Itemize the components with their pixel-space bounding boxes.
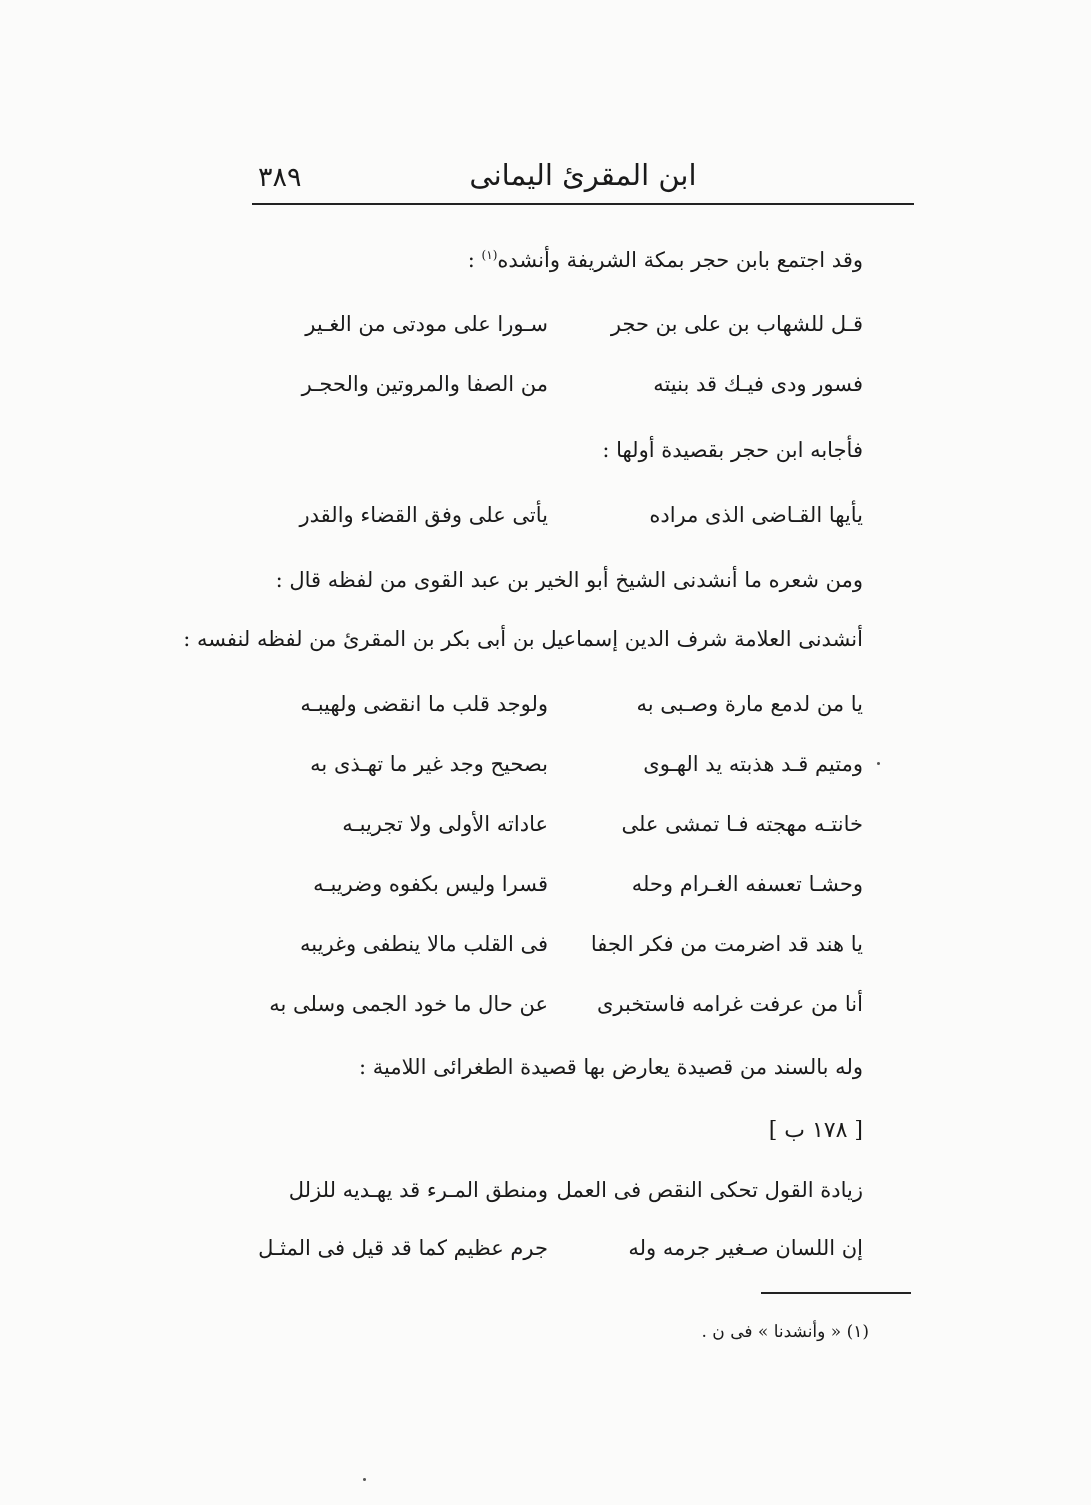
verse-11-second-hemistich: جرم عظيم كما قد قيل فى المثـل [258,1236,548,1260]
paragraph-5: وله بالسند من قصيدة يعارض بها قصيدة الطغرائى اللامية : [359,1055,863,1079]
ink-speck [363,1478,366,1481]
verse-7-first-hemistich: وحشـا تعسفه الغـرام وحله [631,872,863,896]
verse-9-first-hemistich: أنا من عرفت غرامه فاستخبرى [597,992,863,1016]
verse-9-second-hemistich: عن حال ما خود الجمى وسلى به [269,992,548,1016]
verse-3-first-hemistich: يأيها القـاضى الذى مراده [649,503,863,527]
verse-3-second-hemistich: يأتى على وفق القضاء والقدر [299,503,548,527]
verse-10-second-hemistich: ومنطق المـرء قد يهـديه للزلل [288,1178,548,1202]
header-rule [252,203,914,205]
verse-2-second-hemistich: من الصفا والمروتين والحجـر [301,372,548,396]
verse-11-first-hemistich: إن اللسان صـغير جرمه وله [628,1236,863,1260]
page-header [252,158,914,202]
verse-6-first-hemistich: خانتـه مهجته فـا تمشى على [621,812,863,836]
verse-2-first-hemistich: فسور ودى فيـك قد بنيته [653,372,863,396]
verse-4-first-hemistich: يا من لدمع مارة وصـبى به [636,692,863,716]
paragraph-2: فأجابه ابن حجر بقصيدة أولها : [602,438,863,462]
paragraph-1-text: وقد اجتمع بابن حجر بمكة الشريفة وأنشده [497,248,863,272]
paragraph-1 [468,248,863,272]
paragraph-1-tail: : [467,248,482,272]
footnote-rule [761,1292,911,1294]
verse-8-second-hemistich: فى القلب مالا ينطفى وغريبه [300,932,548,956]
verse-5-first-hemistich: ومتيم قـد هذبته يد الهـوى [643,752,863,776]
ink-speck [877,762,880,765]
verse-6-second-hemistich: عاداته الأولى ولا تجريبـه [342,812,548,836]
verse-7-second-hemistich: قسرا وليس بكفوه وضريبـه [313,872,548,896]
verse-10-first-hemistich: زيادة القول تحكى النقص فى العمل [556,1178,863,1202]
verse-1-first-hemistich: قـل للشهاب بن على بن حجر [610,312,863,336]
running-title: ابن المقرئ اليمانى [469,158,697,192]
verse-8-first-hemistich: يا هند قد اضرمت من فكر الجفا [590,932,863,956]
folio-marker: [ ١٧٨ ب ] [768,1118,863,1143]
paragraph-3: ومن شعره ما أنشدنى الشيخ أبو الخير بن عبد القوى من لفظه قال : [275,568,863,592]
page-number: ٣٨٩ [258,162,302,193]
verse-4-second-hemistich: ولوجد قلب ما انقضى ولهيبـه [300,692,548,716]
paragraph-4: أنشدنى العلامة شرف الدين إسماعيل بن أبى بكر بن المقرئ من لفظه لنفسه : [183,627,863,651]
footnote: (١) « وأنشدنا » فى ن . [701,1322,869,1342]
footnote-reference: (١) [481,248,498,262]
verse-5-second-hemistich: بصحيح وجد غير ما تهـذى به [310,752,548,776]
verse-1-second-hemistich: سـورا على مودتى من الغـير [305,312,548,336]
